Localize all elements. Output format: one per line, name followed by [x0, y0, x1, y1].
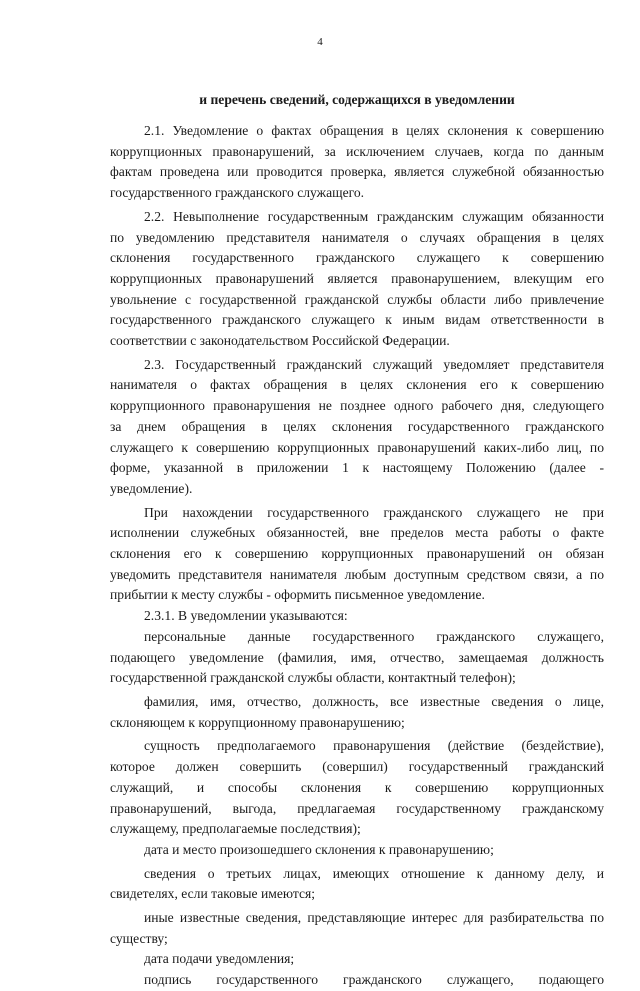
- text-line: служащий, и способы склонения к совершению коррупционных: [110, 779, 604, 795]
- text-line: коррупционного правонарушения не позднее одного рабочего дня, следующего: [110, 398, 604, 414]
- text-line: 2.3. Государственный гражданский служащий уведомляет представителя: [144, 356, 604, 372]
- text-line: правонарушений, выгода, предлагаемая государственному гражданскому: [110, 800, 604, 816]
- text-line: сведения о третьих лицах, имеющих отношение к данному делу, и: [144, 865, 604, 881]
- text-line: 2.3.1. В уведомлении указываются:: [144, 608, 348, 624]
- section-heading: и перечень сведений, содержащихся в уведомлении: [199, 92, 515, 107]
- text-line: прибытии к месту службы - оформить письменное уведомление.: [110, 587, 485, 603]
- text-line: коррупционных правонарушений, за исключением случаев, когда по данным: [110, 143, 604, 159]
- text-line: фактам проведена или проводится проверка, является служебной обязанностью: [110, 164, 604, 180]
- text-line: увольнение с государственной гражданской службы области либо привлечение: [110, 291, 604, 307]
- text-line: которое должен совершить (совершил) государственный гражданский: [110, 759, 604, 775]
- text-line: уведомление).: [110, 480, 193, 496]
- text-line: подпись государственного гражданского служащего, подающего: [144, 972, 604, 988]
- text-line: дата подачи уведомления;: [144, 951, 295, 967]
- text-line: по уведомлению представителя нанимателя о случаях обращения в целях: [110, 229, 604, 245]
- text-line: дата и место произошедшего склонения к правонарушению;: [144, 841, 494, 857]
- text-line: уведомить представителя нанимателя любым доступным средством связи, а по: [110, 566, 604, 582]
- text-line: сущность предполагаемого правонарушения (действие (бездействие),: [144, 738, 604, 754]
- page-number: 4: [317, 36, 323, 48]
- document-body: [110, 121, 604, 991]
- text-line: служащему, предполагаемые последствия);: [110, 821, 361, 837]
- text-line: При нахождении государственного гражданского служащего не при: [144, 504, 604, 520]
- text-line: государственной гражданской службы области, контактный телефон);: [110, 670, 516, 686]
- text-line: склоняющем к коррупционному правонарушению;: [110, 714, 405, 730]
- text-line: форме, указанной в приложении 1 к настоящему Положению (далее -: [110, 460, 604, 476]
- text-line: служащего к совершению коррупционных правонарушений каких-либо лиц, по: [110, 439, 604, 455]
- text-line: свидетелях, если таковые имеются;: [110, 886, 316, 902]
- text-line: склонения государственного гражданского служащего к совершению: [110, 250, 604, 266]
- text-line: 2.1. Уведомление о фактах обращения в целях склонения к совершению: [144, 123, 604, 138]
- text-line: иные известные сведения, представляющие интерес для разбирательства по: [144, 910, 604, 926]
- text-line: соответствии с законодательством Российской Федерации.: [110, 333, 450, 349]
- text-line: коррупционных правонарушений является правонарушением, влекущим его: [110, 270, 604, 286]
- text-line: 2.2. Невыполнение государственным гражданским служащим обязанности: [144, 208, 604, 224]
- text-line: фамилия, имя, отчество, должность, все известные сведения о лице,: [144, 693, 604, 709]
- text-line: существу;: [110, 930, 168, 946]
- text-line: государственного гражданского служащего.: [110, 185, 365, 201]
- text-line: государственного гражданского служащего к иным видам ответственности в: [110, 312, 604, 328]
- text-line: нанимателя о фактах обращения в целях склонения его к совершению: [110, 377, 604, 393]
- text-line: склонения его к совершению коррупционных правонарушений он обязан: [110, 546, 604, 562]
- text-line: персональные данные государственного гражданского служащего,: [144, 628, 604, 644]
- text-line: исполнении служебных обязанностей, вне пределов места работы о факте: [110, 525, 604, 541]
- text-line: подающего уведомление (фамилия, имя, отчество, замещаемая должность: [110, 649, 604, 665]
- text-line: за днем обращения в целях склонения государственного гражданского: [110, 418, 604, 434]
